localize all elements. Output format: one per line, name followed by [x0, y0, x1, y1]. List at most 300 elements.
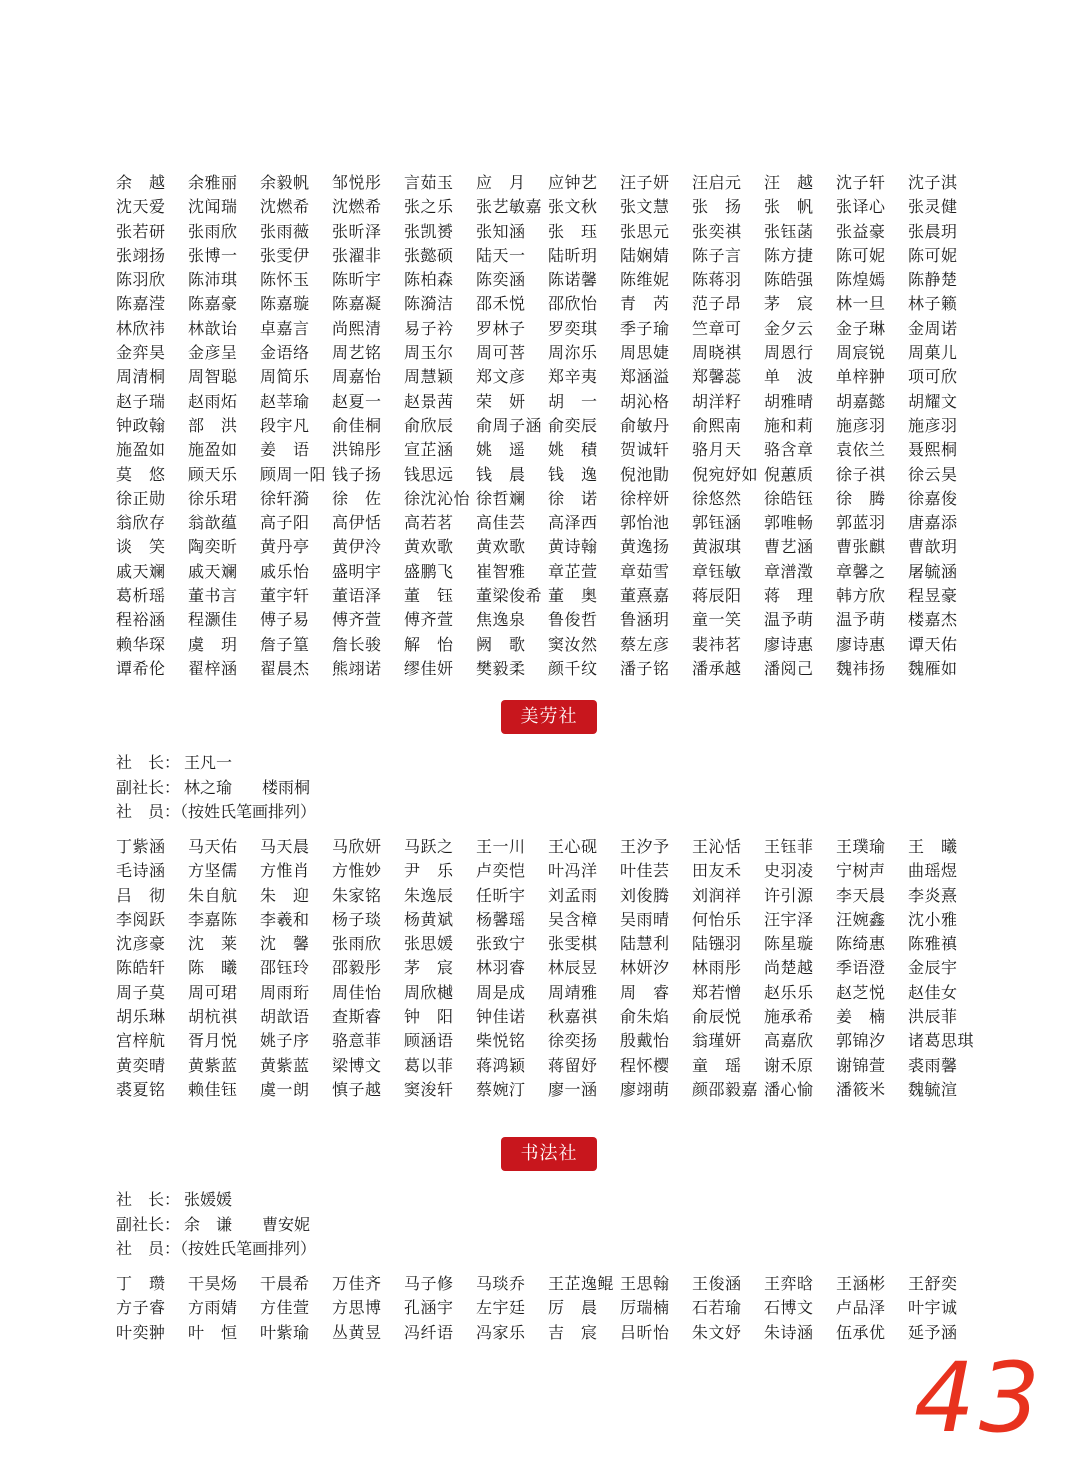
member-name: 余雅丽 — [188, 173, 238, 192]
member-name: 翟梓涵 — [188, 658, 238, 678]
member-name-grid — [116, 835, 996, 1102]
member-name: 沈 莱 — [188, 934, 238, 954]
member-name: 沈小雅 — [908, 909, 958, 929]
member-name: 姚 積 — [548, 440, 598, 460]
president-name: 张媛媛 — [184, 1190, 233, 1209]
member-name: 尚楚越 — [764, 958, 814, 978]
member-name: 赖华琛 — [116, 634, 166, 654]
club-officers — [116, 1188, 316, 1262]
member-name: 陈嘉滢 — [116, 294, 166, 314]
member-name: 顾周一阳 — [260, 464, 327, 484]
member-name: 叶奕翀 — [116, 1322, 166, 1342]
member-name: 谭天佑 — [908, 634, 958, 654]
member-name: 周可珺 — [188, 982, 238, 1002]
club-officers — [116, 751, 316, 825]
member-name: 戚天斓 — [116, 561, 166, 581]
member-name: 陈嘉璇 — [260, 294, 310, 314]
member-name: 刘俊腾 — [620, 885, 670, 905]
member-name: 秋嘉祺 — [548, 1007, 598, 1027]
member-name: 黄紫蓝 — [188, 1055, 238, 1075]
member-name: 马跃之 — [404, 837, 454, 856]
member-name: 郭怡池 — [620, 513, 670, 533]
member-name: 郭蓝羽 — [836, 513, 886, 533]
member-name: 吕 彻 — [116, 885, 166, 905]
member-name: 马琰乔 — [476, 1274, 526, 1293]
member-name: 贺诚轩 — [620, 440, 670, 460]
member-name: 徐哲斓 — [476, 488, 526, 508]
member-name: 张 扬 — [692, 197, 742, 217]
member-name: 俞奕辰 — [548, 415, 598, 435]
member-name: 程怀樱 — [620, 1055, 670, 1075]
member-name: 陆慧利 — [620, 934, 670, 954]
member-name: 陆天一 — [476, 245, 526, 265]
members-label: 社 员：（按姓氏笔画排列） — [116, 802, 317, 821]
member-name: 窦汝然 — [548, 634, 598, 654]
member-name: 朱诗涵 — [764, 1322, 814, 1342]
member-name: 沈彦豪 — [116, 934, 166, 954]
member-name: 林羽睿 — [476, 958, 526, 978]
member-name: 林欣祎 — [116, 318, 166, 338]
member-name: 王钰菲 — [764, 837, 814, 856]
member-name: 翁瑾妍 — [692, 1031, 742, 1051]
member-name: 方子睿 — [116, 1298, 166, 1318]
member-name: 徐嘉俊 — [908, 488, 958, 508]
member-name: 应 月 — [476, 173, 526, 192]
member-name: 吉 宸 — [548, 1322, 598, 1342]
member-name-grid — [116, 171, 996, 681]
member-name: 伍承优 — [836, 1322, 886, 1342]
member-name: 陆镪羽 — [692, 934, 742, 954]
member-name: 方佳萱 — [260, 1298, 310, 1318]
member-name: 焦逸泉 — [476, 610, 526, 630]
member-name: 陈奕涵 — [476, 270, 526, 290]
member-name: 梁博文 — [332, 1055, 382, 1075]
member-name: 徐悠然 — [692, 488, 742, 508]
president-label: 社 长： — [116, 753, 181, 772]
member-name: 俞辰悦 — [692, 1007, 742, 1027]
member-name: 卓嘉言 — [260, 318, 310, 338]
member-name: 黄淑琪 — [692, 537, 742, 557]
member-name: 张博一 — [188, 245, 238, 265]
member-name: 陈昕宇 — [332, 270, 382, 290]
member-name: 韩方欣 — [836, 586, 886, 606]
member-name: 周雨珩 — [260, 982, 310, 1002]
member-name: 章钰敏 — [692, 561, 742, 581]
member-name: 屠毓涵 — [908, 561, 958, 581]
member-name: 单 波 — [764, 367, 814, 387]
member-name: 沈燃希 — [332, 197, 382, 217]
member-name: 廖诗惠 — [836, 634, 886, 654]
member-name: 高泽西 — [548, 513, 598, 533]
member-name: 周靖雅 — [548, 982, 598, 1002]
member-name: 陈怀玉 — [260, 270, 310, 290]
member-name: 杨黄斌 — [404, 909, 454, 929]
member-name: 胡杭祺 — [188, 1007, 238, 1027]
vice-president-label: 副社长： — [116, 777, 181, 797]
member-name: 朱 迎 — [260, 885, 310, 905]
member-name: 楼嘉杰 — [908, 610, 958, 630]
member-name: 陈皓强 — [764, 270, 814, 290]
member-name: 顾涵语 — [404, 1031, 454, 1051]
member-name: 俞敏丹 — [620, 415, 670, 435]
member-name: 方惟肖 — [260, 861, 310, 881]
member-name: 杨馨瑶 — [476, 909, 526, 929]
member-name: 朱家铭 — [332, 885, 382, 905]
member-name: 俞朱焰 — [620, 1007, 670, 1027]
member-name: 周是成 — [476, 982, 526, 1002]
member-name: 高佳芸 — [476, 513, 526, 533]
member-name: 姚子序 — [260, 1031, 310, 1051]
member-name: 金夕云 — [764, 318, 814, 338]
member-name: 翁歆蕴 — [188, 513, 238, 533]
member-name: 茅 宸 — [764, 294, 814, 314]
member-name: 马天佑 — [188, 837, 238, 856]
member-name: 倪蕙质 — [764, 464, 814, 484]
member-name: 翟晨杰 — [260, 658, 310, 678]
member-name: 窦浚轩 — [404, 1079, 454, 1099]
member-name: 盛鹏飞 — [404, 561, 454, 581]
member-name: 董熹嘉 — [620, 586, 670, 606]
member-name: 周简乐 — [260, 367, 310, 387]
member-name: 王俊涵 — [692, 1274, 742, 1293]
member-name: 范子昂 — [692, 294, 742, 314]
member-name: 裘夏铭 — [116, 1079, 166, 1099]
member-name: 周欣樾 — [404, 982, 454, 1002]
member-name: 盛明宇 — [332, 561, 382, 581]
vice-president-line — [116, 776, 316, 801]
member-name: 邵欣怡 — [548, 294, 598, 314]
member-name: 施盈如 — [116, 440, 166, 460]
member-name: 黄诗翰 — [548, 537, 598, 557]
member-name: 俞熙南 — [692, 415, 742, 435]
member-name: 金周诺 — [908, 318, 958, 338]
member-name: 刘润祥 — [692, 885, 742, 905]
member-name: 叶佳芸 — [620, 861, 670, 881]
member-name: 方雨婧 — [188, 1298, 238, 1318]
member-name: 周晓祺 — [692, 343, 742, 363]
member-name: 曹艺涵 — [764, 537, 814, 557]
member-name: 温予萌 — [836, 610, 886, 630]
member-name: 董语泽 — [332, 586, 382, 606]
member-name: 陈雅禛 — [908, 934, 958, 954]
member-name: 金弈昊 — [116, 343, 166, 363]
member-name: 廖诗惠 — [764, 634, 814, 654]
member-name: 潘心愉 — [764, 1079, 814, 1099]
member-name: 施和莉 — [764, 415, 814, 435]
president-name: 王凡一 — [184, 753, 233, 772]
member-name: 钱 逸 — [548, 464, 598, 484]
member-name: 邵禾悦 — [476, 294, 526, 314]
member-name: 黄奕晴 — [116, 1055, 166, 1075]
member-name: 袁依兰 — [836, 440, 886, 460]
member-name: 蔡左彦 — [620, 634, 670, 654]
member-name: 周清桐 — [116, 367, 166, 387]
member-name: 鲁俊哲 — [548, 610, 598, 630]
member-name: 张奕祺 — [692, 221, 742, 241]
member-name: 周可菩 — [476, 343, 526, 363]
member-name: 翁欣存 — [116, 513, 166, 533]
member-name: 陈羽欣 — [116, 270, 166, 290]
member-name: 温予萌 — [764, 610, 814, 630]
member-name: 丁紫涵 — [116, 837, 166, 856]
member-name: 施彦羽 — [836, 415, 886, 435]
vice-president-label: 副社长： — [116, 1214, 181, 1234]
vice-president-name: 余 谦 — [184, 1214, 233, 1234]
member-name: 陈皓轩 — [116, 958, 166, 978]
member-name: 李炎熹 — [908, 885, 958, 905]
member-name: 王一川 — [476, 837, 526, 856]
member-name: 柴悦铭 — [476, 1031, 526, 1051]
member-name: 徐子祺 — [836, 464, 886, 484]
member-name: 詹长骏 — [332, 634, 382, 654]
member-name: 殷戴怡 — [620, 1031, 670, 1051]
member-name: 俞周子涵 — [476, 415, 543, 435]
member-name: 陈沛琪 — [188, 270, 238, 290]
member-name: 赵莘瑜 — [260, 391, 310, 411]
member-name: 吕昕怡 — [620, 1322, 670, 1342]
member-name: 王弈晗 — [764, 1274, 814, 1293]
member-name: 周子莫 — [116, 982, 166, 1002]
member-name: 戚乐怡 — [260, 561, 310, 581]
member-name: 程裕涵 — [116, 610, 166, 630]
member-name: 陶奕昕 — [188, 537, 238, 557]
member-name: 荣 妍 — [476, 391, 526, 411]
member-name: 冯家乐 — [476, 1322, 526, 1342]
member-name: 莫 悠 — [116, 464, 166, 484]
member-name: 洪辰菲 — [908, 1007, 958, 1027]
member-name: 徐梓妍 — [620, 488, 670, 508]
member-name: 赵景茜 — [404, 391, 454, 411]
member-name: 赵佳女 — [908, 982, 958, 1002]
member-name: 刘孟雨 — [548, 885, 598, 905]
member-name: 谈 笑 — [116, 537, 166, 557]
members-label: 社 员：（按姓氏笔画排列） — [116, 1239, 317, 1258]
member-name: 金彦呈 — [188, 343, 238, 363]
member-name: 汪子妍 — [620, 173, 670, 192]
member-name: 林歆诒 — [188, 318, 238, 338]
member-name: 叶冯洋 — [548, 861, 598, 881]
club-title-badge: 书法社 — [501, 1137, 597, 1171]
member-name: 陈柏森 — [404, 270, 454, 290]
member-name: 厉 晨 — [548, 1298, 598, 1318]
member-name: 单梓翀 — [836, 367, 886, 387]
member-name: 骆月天 — [692, 440, 742, 460]
member-name: 陈绮惠 — [836, 934, 886, 954]
member-name: 张思元 — [620, 221, 670, 241]
vice-president-line — [116, 1213, 316, 1238]
member-name: 卢奕恺 — [476, 861, 526, 881]
member-name: 胡雅晴 — [764, 391, 814, 411]
member-name: 高若茗 — [404, 513, 454, 533]
member-name: 黄欢歌 — [404, 537, 454, 557]
member-name: 张 帆 — [764, 197, 814, 217]
member-name: 张晨玥 — [908, 221, 958, 241]
member-name: 王璞瑜 — [836, 837, 886, 856]
member-name: 胥月悦 — [188, 1031, 238, 1051]
member-name: 俞欣辰 — [404, 415, 454, 435]
member-name: 赵夏一 — [332, 391, 382, 411]
member-name: 郑文彦 — [476, 367, 526, 387]
member-name: 金语络 — [260, 343, 310, 363]
member-name: 王汐予 — [620, 837, 670, 856]
member-name: 沈子淇 — [908, 173, 958, 192]
member-name: 任昕宇 — [476, 885, 526, 905]
member-name: 潘阅己 — [764, 658, 814, 678]
member-name: 王沁恬 — [692, 837, 742, 856]
member-name: 徐皓钰 — [764, 488, 814, 508]
member-name: 徐 诺 — [548, 488, 598, 508]
member-name: 毛诗涵 — [116, 861, 166, 881]
member-name: 王涵彬 — [836, 1274, 886, 1293]
member-name: 厉瑞楠 — [620, 1298, 670, 1318]
member-name: 周菓儿 — [908, 343, 958, 363]
member-name: 童一笑 — [692, 610, 742, 630]
member-name: 樊毅柔 — [476, 658, 526, 678]
member-name: 赵乐乐 — [764, 982, 814, 1002]
member-name: 张雨薇 — [260, 221, 310, 241]
member-name: 青 芮 — [620, 294, 670, 314]
member-name: 言茹玉 — [404, 173, 454, 192]
member-name: 徐正勋 — [116, 488, 166, 508]
vice-president-name: 曹安妮 — [262, 1214, 311, 1234]
member-name: 马欣妍 — [332, 837, 382, 856]
member-name: 洪锦彤 — [332, 440, 382, 460]
member-name: 张文秋 — [548, 197, 598, 217]
member-name: 朱自航 — [188, 885, 238, 905]
president-line — [116, 751, 316, 776]
member-name: 陈嘉豪 — [188, 294, 238, 314]
member-name: 陆昕玥 — [548, 245, 598, 265]
member-name: 裘雨馨 — [908, 1055, 958, 1075]
member-name: 钱思远 — [404, 464, 454, 484]
member-name: 崔智雅 — [476, 561, 526, 581]
member-name: 杨子琰 — [332, 909, 382, 929]
member-name: 周智聪 — [188, 367, 238, 387]
member-name: 何怡乐 — [692, 909, 742, 929]
member-name: 徐 腾 — [836, 488, 886, 508]
member-name: 罗林子 — [476, 318, 526, 338]
member-name: 廖一涵 — [548, 1079, 598, 1099]
member-name: 张之乐 — [404, 197, 454, 217]
member-name: 骆意菲 — [332, 1031, 382, 1051]
member-name: 谢禾原 — [764, 1055, 814, 1075]
member-name: 王思翰 — [620, 1274, 670, 1293]
member-name: 黄丹亭 — [260, 537, 310, 557]
member-name: 程昱豪 — [908, 586, 958, 606]
member-name: 卢品泽 — [836, 1298, 886, 1318]
member-name: 干昊炀 — [188, 1274, 238, 1293]
member-name: 王舒奕 — [908, 1274, 958, 1293]
member-name: 易子衿 — [404, 318, 454, 338]
member-name: 汪婉鑫 — [836, 909, 886, 929]
member-name: 曹歆玥 — [908, 537, 958, 557]
member-name: 汪启元 — [692, 173, 742, 192]
member-name: 叶宇诚 — [908, 1298, 958, 1318]
member-name: 虞一朗 — [260, 1079, 310, 1099]
member-name: 陈星璇 — [764, 934, 814, 954]
member-name: 程灏佳 — [188, 610, 238, 630]
member-name: 倪池勖 — [620, 464, 670, 484]
member-name: 张文慧 — [620, 197, 670, 217]
member-name: 胡 一 — [548, 391, 598, 411]
member-name: 张思媛 — [404, 934, 454, 954]
vice-president-name: 林之瑜 — [184, 777, 233, 797]
member-name: 陈诺馨 — [548, 270, 598, 290]
member-name: 张凯赟 — [404, 221, 454, 241]
member-name: 赵子瑞 — [116, 391, 166, 411]
member-name: 方坚儒 — [188, 861, 238, 881]
member-name: 邹悦彤 — [332, 173, 382, 192]
member-name: 叶紫瑜 — [260, 1322, 310, 1342]
member-name: 周宸锐 — [836, 343, 886, 363]
member-name: 陈煌嫣 — [836, 270, 886, 290]
member-name: 倪宛妤如 — [692, 464, 759, 484]
member-name: 蒋辰阳 — [692, 586, 742, 606]
member-name: 李羲和 — [260, 909, 310, 929]
member-name: 金辰宇 — [908, 958, 958, 978]
member-name: 郭唯畅 — [764, 513, 814, 533]
member-name: 董书言 — [188, 586, 238, 606]
member-name: 阙 歌 — [476, 634, 526, 654]
member-name: 尚熙清 — [332, 318, 382, 338]
member-name: 张昕泽 — [332, 221, 382, 241]
member-name: 赵芝悦 — [836, 982, 886, 1002]
member-name: 章茹雪 — [620, 561, 670, 581]
member-name: 章馨之 — [836, 561, 886, 581]
member-name: 魏毓渲 — [908, 1079, 958, 1099]
member-name: 蔡婉汀 — [476, 1079, 526, 1099]
member-name: 罗奕琪 — [548, 318, 598, 338]
member-name: 余 越 — [116, 173, 166, 192]
member-name: 方惟妙 — [332, 861, 382, 881]
member-name: 胡耀文 — [908, 391, 958, 411]
member-name: 朱文妤 — [692, 1322, 742, 1342]
member-name: 钱 晨 — [476, 464, 526, 484]
member-name: 郭钰涵 — [692, 513, 742, 533]
member-name: 郑若憎 — [692, 982, 742, 1002]
member-name: 马子修 — [404, 1274, 454, 1293]
member-name: 张濯非 — [332, 245, 382, 265]
member-name: 叶 恒 — [188, 1322, 238, 1342]
member-name: 诸葛思琪 — [908, 1031, 975, 1051]
member-name: 张雨欣 — [332, 934, 382, 954]
member-name: 孔涵宇 — [404, 1298, 454, 1318]
member-name: 李天晨 — [836, 885, 886, 905]
member-name: 陆娴婧 — [620, 245, 670, 265]
member-name: 段宇凡 — [260, 415, 310, 435]
member-name: 张灵健 — [908, 197, 958, 217]
member-name: 延予涵 — [908, 1322, 958, 1342]
member-name: 傅子易 — [260, 610, 310, 630]
member-name: 周嘉怡 — [332, 367, 382, 387]
member-name: 徐轩漪 — [260, 488, 310, 508]
member-name: 潘承越 — [692, 658, 742, 678]
member-name: 部 洪 — [188, 415, 238, 435]
member-name: 宁树声 — [836, 861, 886, 881]
member-name: 徐 佐 — [332, 488, 382, 508]
member-name: 张懿硕 — [404, 245, 454, 265]
member-name: 曹张麒 — [836, 537, 886, 557]
member-name: 解 怡 — [404, 634, 454, 654]
member-name: 陈嘉凝 — [332, 294, 382, 314]
member-name: 许引源 — [764, 885, 814, 905]
member-name: 黄紫蓝 — [260, 1055, 310, 1075]
member-name: 丁 瓒 — [116, 1274, 166, 1293]
member-name: 张雯棋 — [548, 934, 598, 954]
member-name: 施彦羽 — [908, 415, 958, 435]
member-name: 骆含章 — [764, 440, 814, 460]
member-name: 周玉尔 — [404, 343, 454, 363]
